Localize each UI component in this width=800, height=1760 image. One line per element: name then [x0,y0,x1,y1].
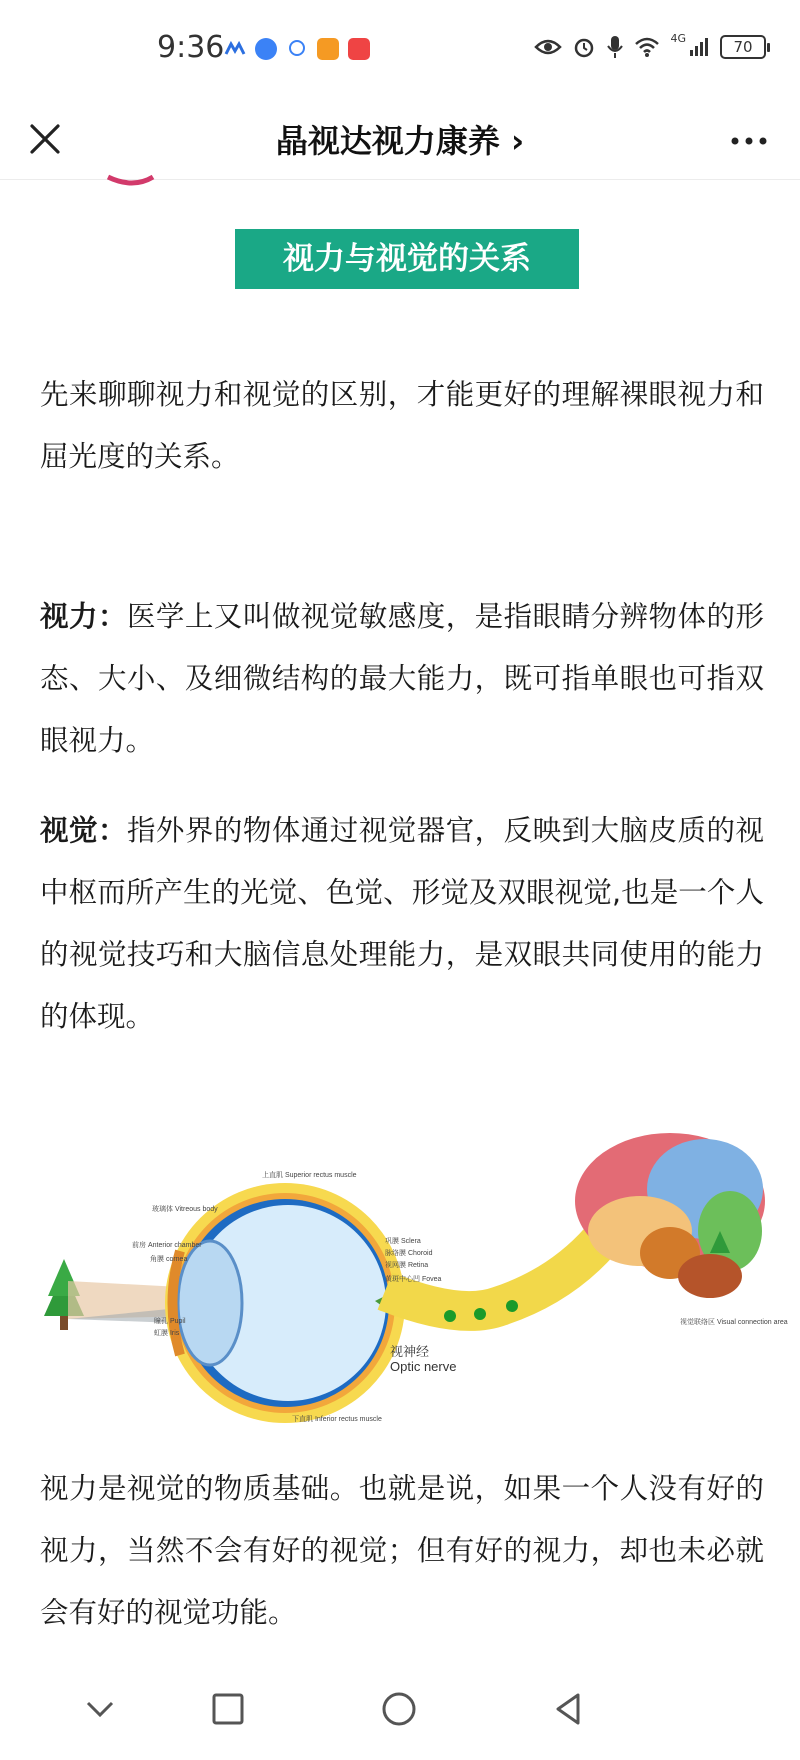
signal-icon [688,36,710,58]
image-fragment [108,177,158,187]
alarm-icon [572,35,596,59]
intro-paragraph: 先来聊聊视力和视觉的区别，才能更好的理解裸眼视力和屈光度的关系。 [40,378,764,473]
top-nav-bar [0,100,800,180]
optic-nerve-label-cn: 视神经 [390,1344,430,1359]
vision-paragraph [40,586,764,772]
label-iris: 虹膜 Iris [154,1330,180,1337]
mic-icon [606,34,624,60]
vision-term: 视力： [40,600,127,633]
label-superior-rectus: 上直肌 Superior rectus muscle [262,1172,357,1179]
visual-term: 视觉： [40,814,127,847]
label-cornea: 角膜 cornea [150,1256,188,1263]
status-time: 9:36 [157,30,225,65]
back-triangle-icon[interactable] [546,1687,590,1731]
label-retina: 视网膜 Retina [385,1262,429,1269]
conclusion-paragraph: 视力是视觉的物质基础。也就是说，如果一个人没有好的视力，当然不会有好的视觉；但有好的视力，却也未必就会有好的视觉功能。 [40,1472,764,1629]
visual-paragraph [40,800,764,1048]
eyeball [165,1183,405,1423]
label-pupil: 瞳孔 Pupil [154,1318,186,1325]
brain [575,1133,765,1298]
label-vitreous: 玻璃体 Vitreous body [152,1206,218,1213]
app-icon-blue [224,38,246,60]
system-navigation-bar [0,1651,800,1760]
optic-nerve-label-en: Optic nerve [390,1359,457,1374]
chat-bubble-icon [286,38,308,60]
system-indicators [534,31,766,60]
article-content [0,181,800,1651]
notification-icons [224,38,370,60]
chevron-down-icon[interactable] [78,1687,122,1731]
network-type: 4G [670,31,686,45]
wifi-icon [634,36,660,58]
label-visual-area: 视觉联络区 Visual connection area [680,1319,788,1326]
label-sclera: 巩膜 Sclera [385,1238,421,1245]
label-anterior-chamber: 前房 Anterior chamber [132,1242,202,1249]
vision-definition: 医学上又叫做视觉敏感度，是指眼睛分辨物体的形态、大小、及细微结构的最大能力，既可指单眼也可指双眼视力。 [40,600,764,757]
section-heading: 视力与视觉的关系 [235,229,579,289]
visual-definition: 指外界的物体通过视觉器官，反映到大脑皮质的视中枢而所产生的光觉、色觉、形觉及双眼视觉,也是一个人的视觉技巧和大脑信息处理能力，是双眼共同使用的能力的体现。 [40,814,764,1033]
circle-home-icon[interactable] [377,1687,421,1731]
app-icon-red [348,38,370,60]
eye-icon [534,37,562,57]
more-icon[interactable] [726,118,772,164]
label-fovea: 黄斑中心凹 Fovea [385,1276,442,1283]
label-inferior-rectus: 下直肌 Inferior rectus muscle [292,1416,382,1423]
eye-brain-diagram [40,1081,788,1423]
label-choroid: 脉络膜 Choroid [385,1250,433,1257]
square-icon[interactable] [206,1687,250,1731]
battery-icon: 70 [720,35,766,59]
status-bar [0,0,800,100]
app-icon-orange [317,38,339,60]
account-title[interactable]: 晶视达视力康养 › [275,122,525,160]
app-icon-globe [255,38,277,60]
